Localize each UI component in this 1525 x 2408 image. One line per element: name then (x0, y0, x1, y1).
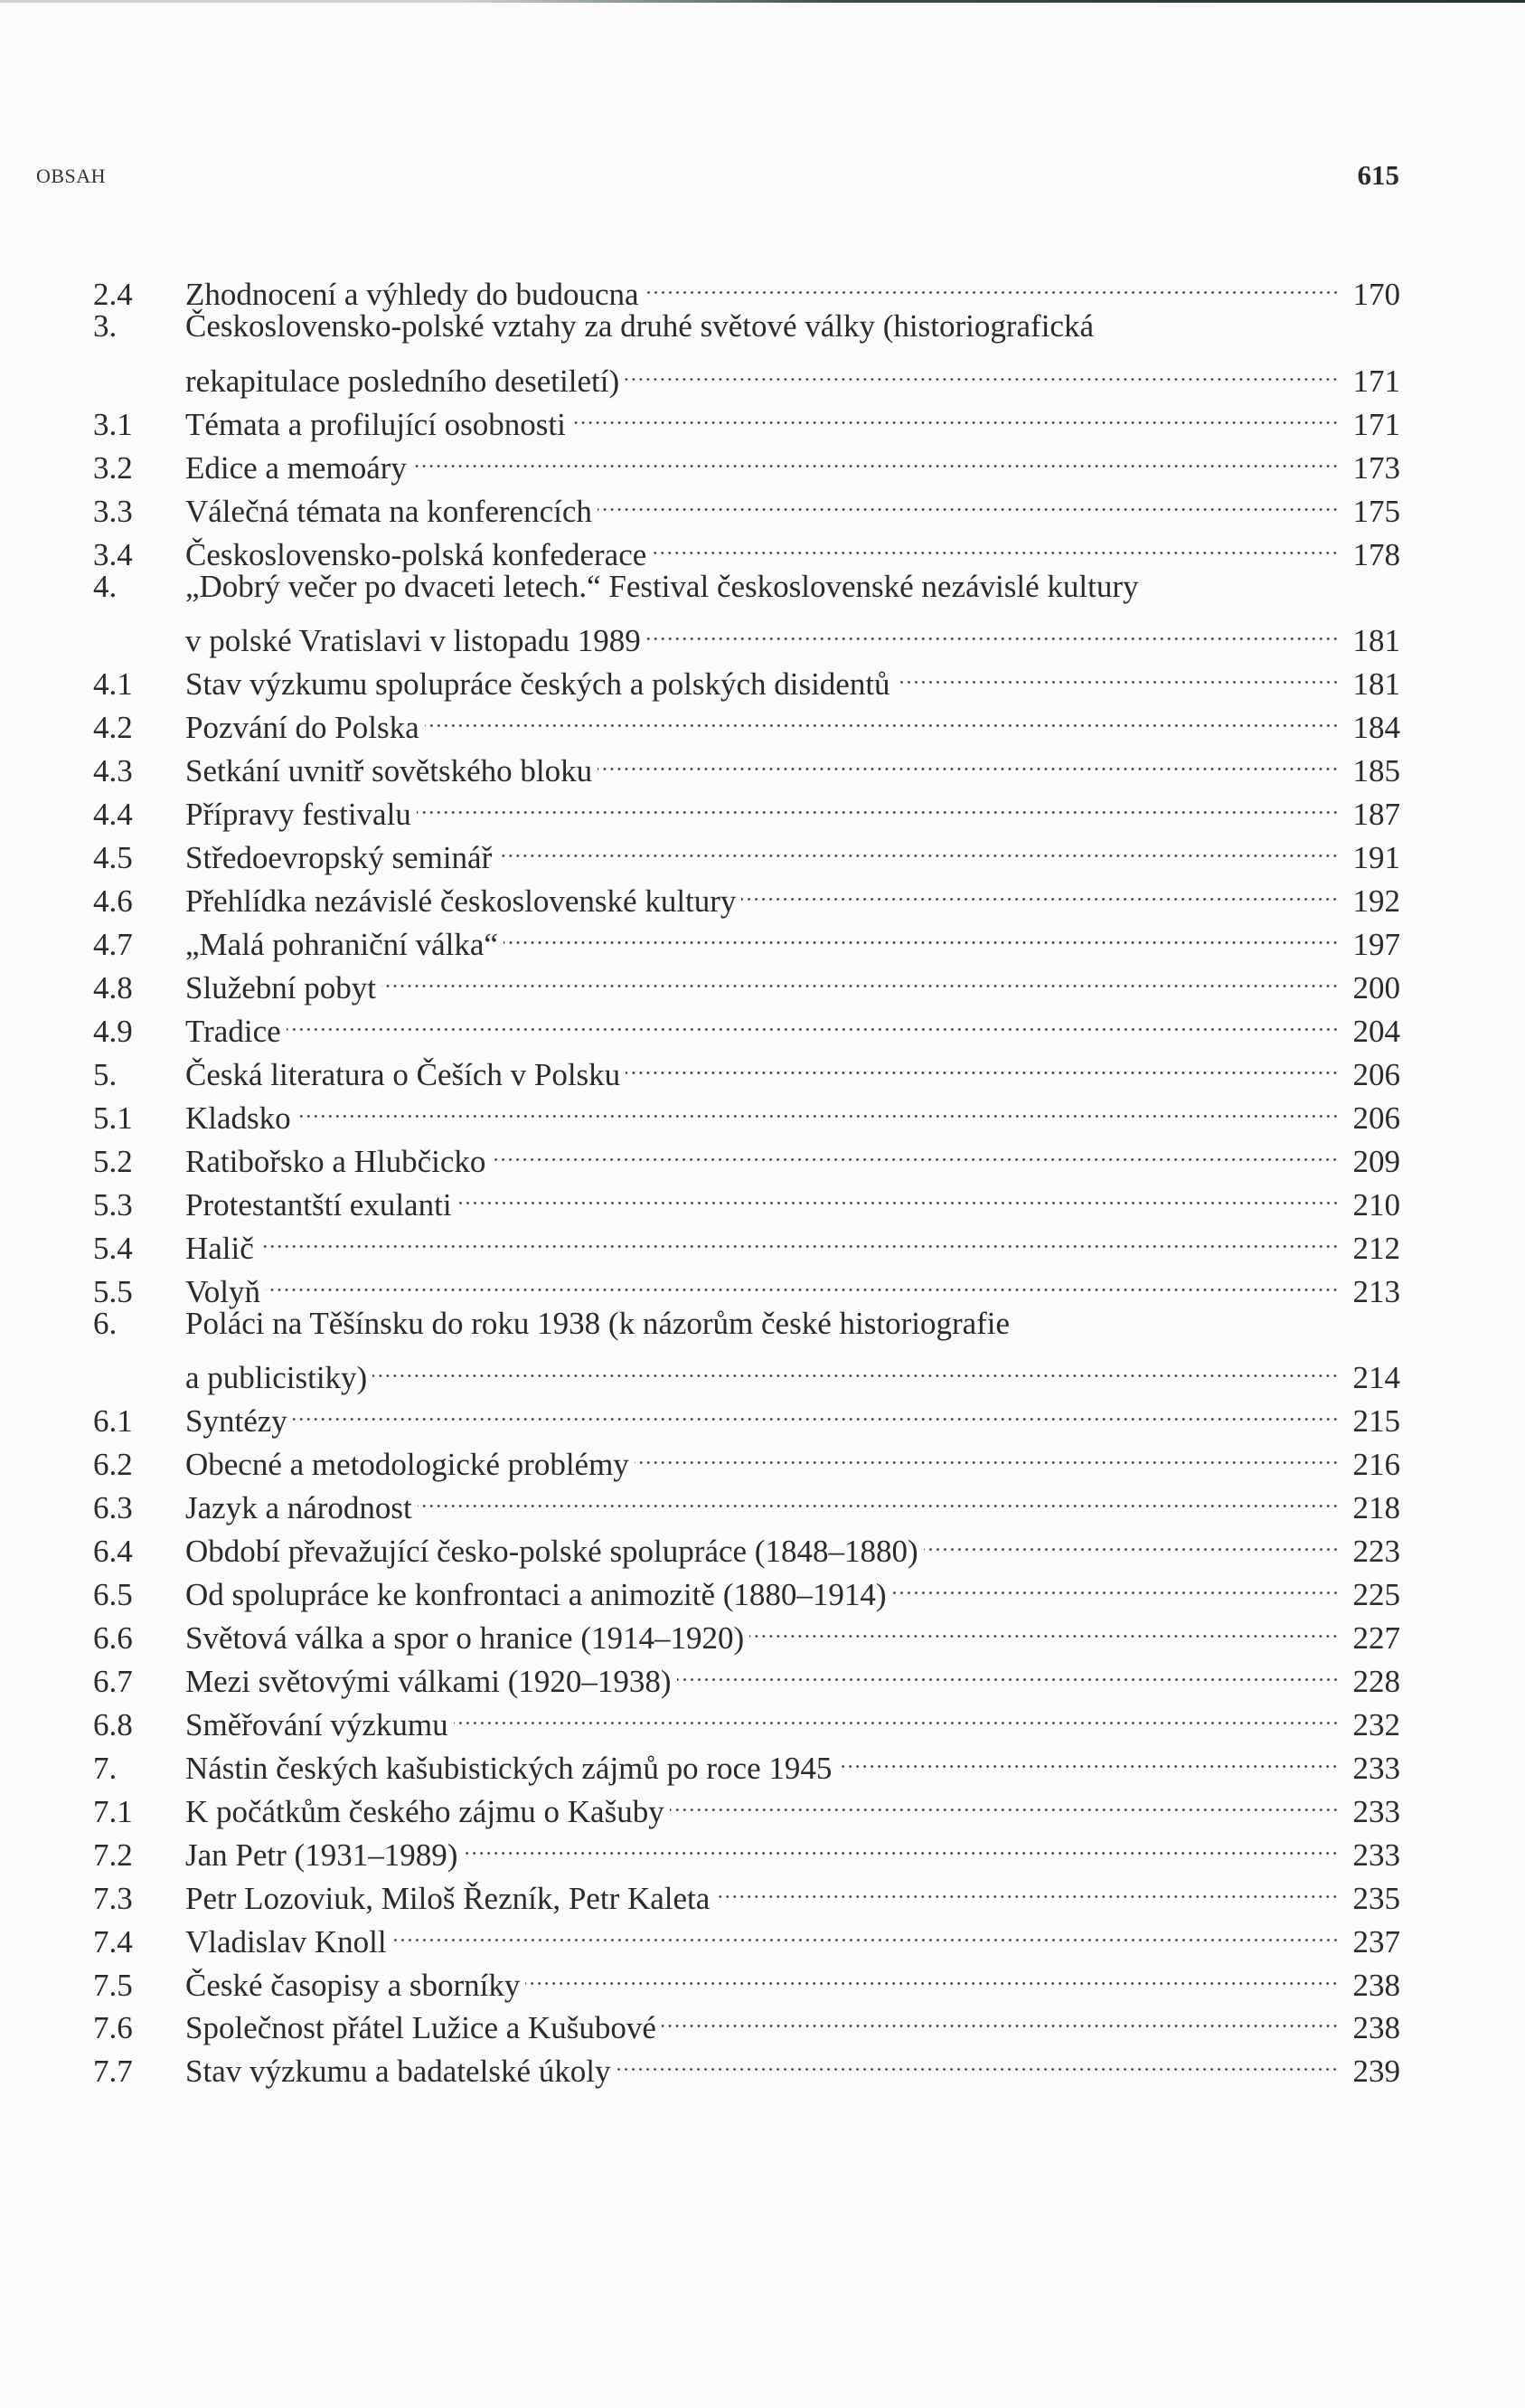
toc-entry-title: Česká literatura o Češích v Polsku (185, 1056, 621, 1092)
toc-chapter-entry (93, 1302, 1400, 1346)
toc-entry-page: 215 (1352, 1403, 1400, 1440)
toc-entry-title: Společnost přátel Lužice a Kušubové (185, 2010, 656, 2046)
toc-entry-title: Světová válka a spor o hranice (1914–1920) (185, 1620, 745, 1656)
toc-dot-leader (616, 2038, 1339, 2082)
toc-entry-page: 171 (1352, 406, 1400, 442)
toc-entry-page: 173 (1352, 449, 1400, 486)
toc-dot-leader (418, 1475, 1339, 1518)
toc-entry-number: 2.4 (93, 276, 133, 312)
toc-entry-number: 6. (93, 1305, 118, 1341)
toc-entry-number: 4.3 (93, 753, 133, 789)
toc-entry-page: 214 (1352, 1360, 1400, 1396)
toc-dot-leader (504, 911, 1339, 955)
toc-dot-leader (463, 1822, 1339, 1865)
toc-section-entry (93, 1779, 1400, 1829)
toc-entry-page: 200 (1352, 969, 1400, 1006)
toc-entry-page: 213 (1352, 1273, 1400, 1309)
toc-dot-leader (741, 868, 1339, 911)
toc-entry-number: 7.5 (93, 1967, 133, 2003)
toc-section-entry (93, 1518, 1400, 1570)
toc-dot-leader (715, 1865, 1339, 1909)
toc-section-entry (93, 651, 1400, 703)
toc-entry-page: 178 (1352, 536, 1400, 572)
toc-entry-title: Ratibořsko a Hlubčicko (185, 1143, 486, 1179)
toc-entry-title: Válečná témata na konferencích (185, 493, 592, 529)
toc-dot-leader (598, 478, 1339, 522)
toc-entry-number: 7.3 (93, 1880, 133, 1916)
toc-dot-leader (652, 522, 1339, 565)
toc-entry-page: 235 (1352, 1880, 1400, 1916)
toc-entry-page: 223 (1352, 1534, 1400, 1570)
toc-entry-title: Stav výzkumu spolupráce českých a polských disidentů (185, 666, 890, 703)
toc-dot-leader (287, 998, 1339, 1042)
toc-entry-title: Jan Petr (1931–1989) (185, 1837, 458, 1873)
toc-entry-page: 233 (1352, 1750, 1400, 1786)
toc-dot-leader (491, 1128, 1339, 1172)
toc-entry-title: Směřování výzkumu (185, 1706, 448, 1742)
toc-section-entry (93, 955, 1400, 1006)
toc-entry-number: 6.5 (93, 1577, 133, 1613)
toc-section-entry (93, 478, 1400, 529)
toc-entry-page: 185 (1352, 753, 1400, 789)
toc-entry-number: 4.9 (93, 1013, 133, 1049)
toc-entry-page: 238 (1352, 1967, 1400, 2003)
toc-entry-page: 212 (1352, 1230, 1400, 1266)
toc-dot-leader (749, 1605, 1339, 1648)
toc-entry-page: 187 (1352, 797, 1400, 833)
toc-entry-number: 4.5 (93, 840, 133, 876)
toc-dot-leader (598, 738, 1339, 781)
toc-section-entry (93, 911, 1400, 962)
toc-entry-title: Přípravy festivalu (185, 797, 411, 833)
running-title: OBSAH (36, 165, 107, 187)
table-of-contents (93, 261, 1400, 2090)
toc-entry-title: Edice a memoáry (185, 449, 407, 486)
toc-entry-title: České časopisy a sborníky (185, 1967, 521, 2003)
toc-dot-leader (259, 1215, 1339, 1259)
toc-entry-number: 5. (93, 1056, 118, 1092)
toc-dot-leader (412, 435, 1339, 478)
toc-section-entry (93, 998, 1400, 1049)
toc-section-entry (93, 1475, 1400, 1526)
toc-entry-number: 7.6 (93, 2010, 133, 2046)
toc-dot-leader (677, 1648, 1339, 1692)
toc-section-entry (93, 435, 1400, 486)
toc-entry-page: 181 (1352, 623, 1400, 659)
toc-entry-number: 7.7 (93, 2054, 133, 2090)
toc-entry-page: 225 (1352, 1577, 1400, 1613)
toc-dot-leader (381, 955, 1339, 998)
toc-entry-title: Volyň (185, 1273, 260, 1309)
toc-entry-number: 7. (93, 1750, 118, 1786)
page-top-edge (0, 0, 1525, 3)
toc-entry-page: 216 (1352, 1447, 1400, 1483)
toc-entry-number: 6.2 (93, 1447, 133, 1483)
toc-section-entry (93, 781, 1400, 833)
toc-entry-title: Přehlídka nezávislé československé kultury (185, 883, 737, 920)
toc-entry-number: 6.1 (93, 1403, 133, 1440)
page-number: 615 (1357, 159, 1399, 191)
toc-entry-number: 4.7 (93, 927, 133, 962)
toc-entry-title: Poláci na Těšínsku do roku 1938 (k názorům české historiografie (185, 1305, 1011, 1341)
toc-entry-page: 171 (1352, 363, 1400, 399)
toc-dot-leader (646, 609, 1339, 652)
toc-entry-title: Tradice (185, 1013, 281, 1049)
toc-entry-title: Halič (185, 1230, 254, 1266)
toc-entry-page: 233 (1352, 1793, 1400, 1829)
toc-dot-leader (457, 1172, 1339, 1215)
toc-section-entry (93, 2038, 1400, 2090)
toc-entry-page: 175 (1352, 493, 1400, 529)
toc-section-entry (93, 522, 1400, 572)
toc-dot-leader (896, 651, 1339, 694)
toc-section-entry (93, 1128, 1400, 1179)
toc-section-entry (93, 1431, 1400, 1483)
toc-entry-page: 239 (1352, 2054, 1400, 2090)
toc-chapter-entry (93, 565, 1400, 609)
toc-dot-leader (497, 825, 1339, 868)
toc-section-entry (93, 1172, 1400, 1223)
toc-section-entry (93, 738, 1400, 789)
toc-dot-leader (266, 1259, 1339, 1302)
toc-entry-number: 6.7 (93, 1663, 133, 1699)
toc-entry-page: 192 (1352, 883, 1400, 920)
toc-entry-number: 6.8 (93, 1706, 133, 1742)
toc-entry-title: Vladislav Knoll (185, 1923, 387, 1959)
toc-section-entry (93, 1388, 1400, 1440)
toc-dot-leader (924, 1518, 1339, 1562)
toc-entry-title: Kladsko (185, 1100, 291, 1136)
toc-dot-leader (635, 1431, 1339, 1475)
toc-dot-leader (662, 1996, 1339, 2039)
toc-entry-title: v polské Vratislavi v listopadu 1989 (185, 623, 641, 659)
toc-entry-title: „Dobrý večer po dvaceti letech.“ Festival československé nezávislé kultury (185, 568, 1139, 604)
toc-entry-title: Stav výzkumu a badatelské úkoly (185, 2054, 611, 2090)
toc-entry-title: Zhodnocení a výhledy do budoucna (185, 276, 639, 312)
toc-entry-page: 232 (1352, 1706, 1400, 1742)
toc-entry-title: Období převažující česko-polské spolupráce (1848–1880) (185, 1534, 918, 1570)
toc-dot-leader (293, 1388, 1339, 1431)
toc-dot-leader (670, 1779, 1339, 1822)
toc-section-entry (93, 825, 1400, 876)
toc-dot-leader (892, 1562, 1339, 1605)
toc-entry-number: 6.3 (93, 1490, 133, 1526)
toc-dot-leader (417, 781, 1339, 825)
toc-dot-leader (392, 1909, 1339, 1952)
toc-section-entry (93, 694, 1400, 746)
toc-section-entry (93, 1692, 1400, 1742)
toc-entry-page: 218 (1352, 1490, 1400, 1526)
toc-entry-number: 4.1 (93, 666, 133, 703)
toc-entry-page: 181 (1352, 666, 1400, 703)
toc-chapter-entry (93, 305, 1400, 348)
toc-entry-title: Jazyk a národnost (185, 1490, 412, 1526)
toc-entry-title: Středoevropský seminář (185, 840, 493, 876)
toc-dot-leader (625, 348, 1339, 392)
toc-section-entry (93, 1865, 1400, 1916)
toc-entry-page: 237 (1352, 1923, 1400, 1959)
toc-entry-page: 233 (1352, 1837, 1400, 1873)
toc-entry-continuation (93, 609, 1400, 659)
running-head (36, 159, 1399, 195)
toc-entry-title: Československo-polská konfederace (185, 536, 647, 572)
toc-entry-continuation (93, 348, 1400, 399)
toc-section-entry (93, 1605, 1400, 1656)
toc-section-entry (93, 1952, 1400, 2003)
toc-entry-number: 4. (93, 568, 118, 604)
toc-section-entry (93, 1648, 1400, 1699)
toc-entry-page: 238 (1352, 2010, 1400, 2046)
toc-dot-leader (645, 261, 1339, 305)
toc-entry-title: Nástin českých kašubistických zájmů po roce 1945 (185, 1750, 833, 1786)
toc-entry-number: 4.8 (93, 969, 133, 1006)
toc-entry-page: 227 (1352, 1620, 1400, 1656)
toc-chapter-entry (93, 1735, 1400, 1786)
toc-section-entry (93, 1259, 1400, 1309)
toc-entry-page: 204 (1352, 1013, 1400, 1049)
toc-chapter-entry (93, 1042, 1400, 1092)
toc-entry-title: Petr Lozoviuk, Miloš Řezník, Petr Kaleta (185, 1880, 711, 1916)
toc-entry-number: 3.4 (93, 536, 133, 572)
toc-section-entry (93, 1562, 1400, 1613)
toc-dot-leader (837, 1735, 1339, 1779)
toc-entry-number: 3.2 (93, 449, 133, 486)
toc-dot-leader (525, 1952, 1339, 1996)
toc-entry-number: 7.4 (93, 1923, 133, 1959)
toc-entry-title: a publicistiky) (185, 1360, 368, 1396)
toc-entry-number: 3.3 (93, 493, 133, 529)
toc-entry-title: Syntézy (185, 1403, 287, 1440)
toc-entry-page: 191 (1352, 840, 1400, 876)
toc-entry-number: 4.6 (93, 883, 133, 920)
toc-entry-number: 5.1 (93, 1100, 133, 1136)
toc-section-entry (93, 1085, 1400, 1136)
toc-entry-page: 206 (1352, 1100, 1400, 1136)
toc-entry-continuation (93, 1345, 1400, 1396)
toc-section-entry (93, 261, 1400, 312)
toc-dot-leader (626, 1042, 1339, 1085)
toc-entry-title: „Malá pohraniční válka“ (185, 927, 498, 962)
toc-entry-title: Mezi světovými válkami (1920–1938) (185, 1663, 672, 1699)
toc-dot-leader (372, 1345, 1339, 1388)
toc-entry-title: Pozvání do Polska (185, 710, 419, 746)
toc-entry-page: 206 (1352, 1056, 1400, 1092)
toc-entry-page: 170 (1352, 276, 1400, 312)
toc-entry-title: rekapitulace posledního desetiletí) (185, 363, 620, 399)
toc-entry-page: 209 (1352, 1143, 1400, 1179)
toc-entry-number: 3.1 (93, 406, 133, 442)
toc-entry-title: K počátkům českého zájmu o Kašuby (185, 1793, 664, 1829)
toc-section-entry (93, 1996, 1400, 2046)
toc-entry-title: Setkání uvnitř sovětského bloku (185, 753, 593, 789)
toc-entry-number: 4.2 (93, 710, 133, 746)
toc-entry-title: Československo-polské vztahy za druhé světové války (historiografická (185, 307, 1095, 344)
toc-dot-leader (425, 694, 1339, 738)
toc-section-entry (93, 1215, 1400, 1266)
toc-entry-page: 197 (1352, 927, 1400, 962)
toc-entry-title: Od spolupráce ke konfrontaci a animozitě (1880–1914) (185, 1577, 887, 1613)
toc-entry-title: Témata a profilující osobnosti (185, 406, 566, 442)
toc-entry-title: Obecné a metodologické problémy (185, 1447, 629, 1483)
toc-entry-number: 3. (93, 307, 118, 344)
toc-entry-page: 184 (1352, 710, 1400, 746)
toc-entry-page: 210 (1352, 1186, 1400, 1223)
toc-entry-page: 228 (1352, 1663, 1400, 1699)
toc-entry-number: 6.4 (93, 1534, 133, 1570)
toc-section-entry (93, 1909, 1400, 1959)
toc-dot-leader (297, 1085, 1339, 1128)
toc-entry-title: Služební pobyt (185, 969, 376, 1006)
toc-entry-number: 7.1 (93, 1793, 133, 1829)
toc-dot-leader (454, 1692, 1339, 1735)
toc-entry-number: 5.3 (93, 1186, 133, 1223)
toc-entry-number: 6.6 (93, 1620, 133, 1656)
toc-entry-number: 7.2 (93, 1837, 133, 1873)
toc-entry-number: 5.5 (93, 1273, 133, 1309)
toc-entry-number: 5.4 (93, 1230, 133, 1266)
toc-entry-number: 5.2 (93, 1143, 133, 1179)
toc-section-entry (93, 868, 1400, 920)
toc-entry-number: 4.4 (93, 797, 133, 833)
toc-entry-title: Protestantští exulanti (185, 1186, 452, 1223)
toc-section-entry (93, 1822, 1400, 1873)
toc-dot-leader (571, 392, 1339, 435)
toc-section-entry (93, 392, 1400, 442)
